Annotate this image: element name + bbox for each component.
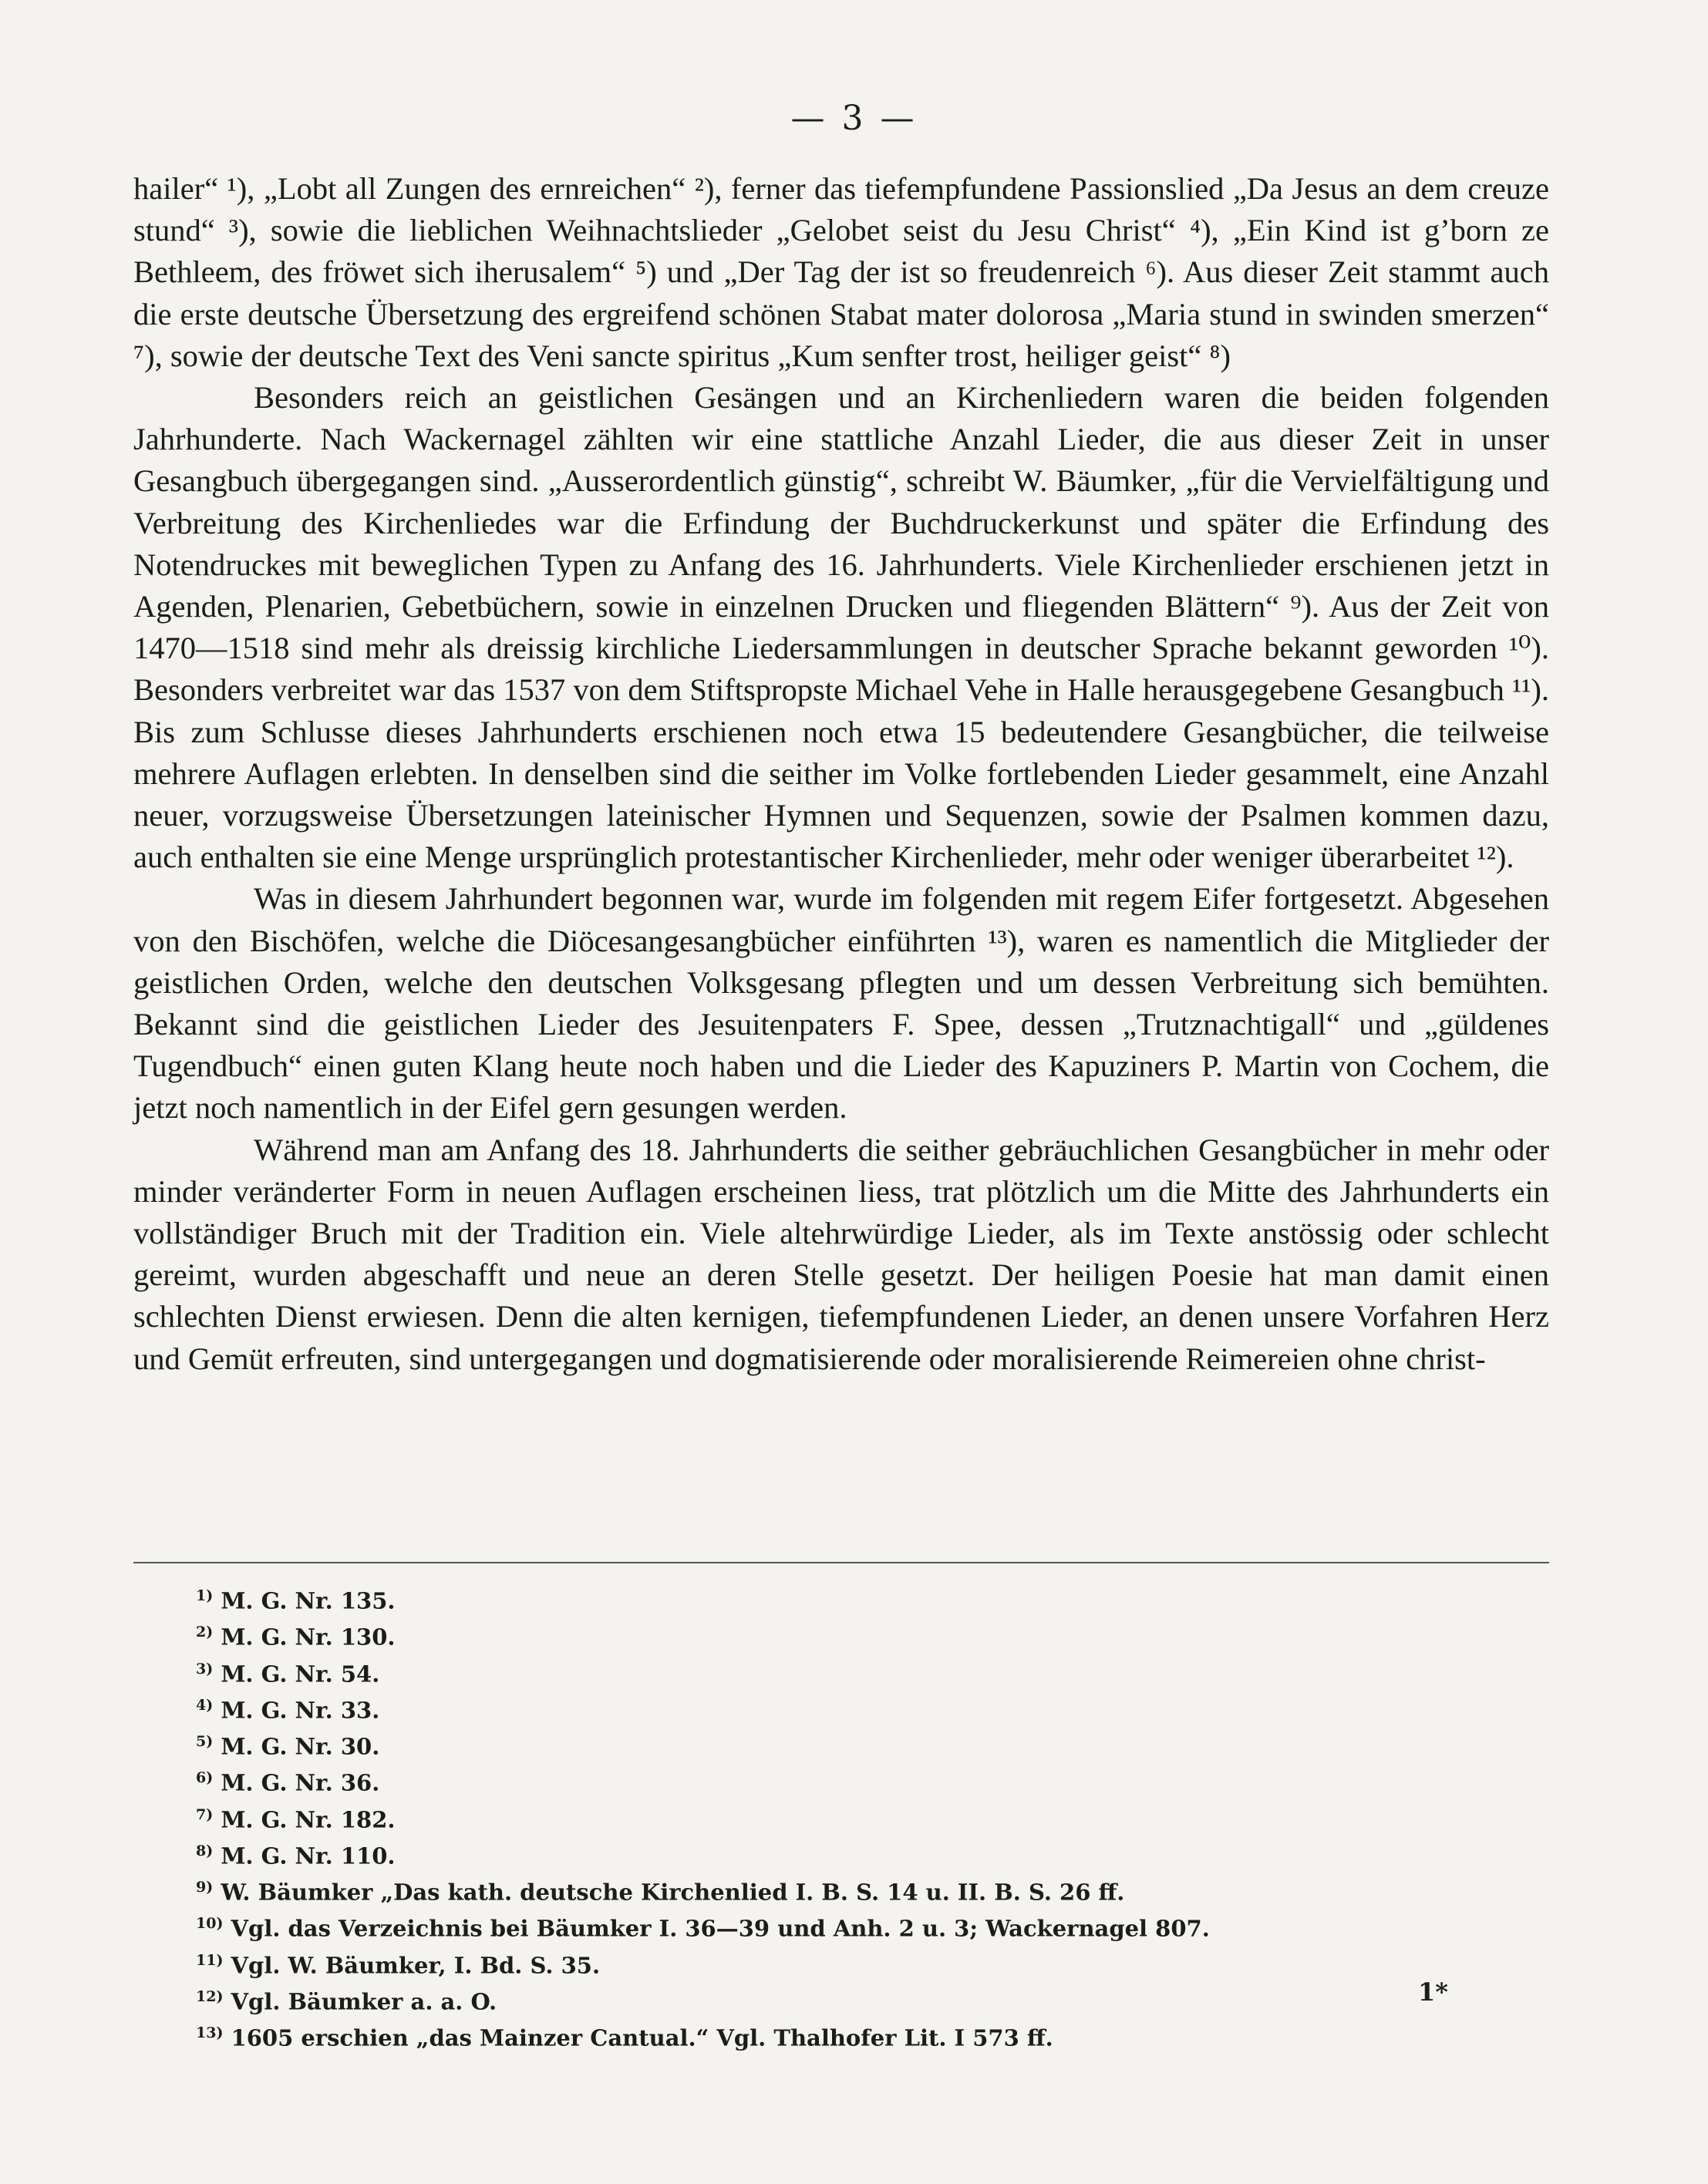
paragraph: Während man am Anfang des 18. Jahrhunderts die seither gebräuchlichen Gesangbücher in mehr oder minder veränderter Form in neuen Auflagen erscheinen liess, trat plötzlich um die Mitte des Jahrhunderts ein vollständiger Bruch mit der Tradition ein. Viele altehrwürdige Lieder, als im Texte anstössig oder schlecht gereimt, wurden abgeschafft und neue an deren Stelle gesetzt. Der heiligen Poesie hat man damit einen schlechten Dienst erwiesen. Denn die alten kernigen, tiefempfundenen Lieder, an denen unsere Vorfahren Herz und Gemüt erfreuten, sind untergegangen und dogmatisierende oder moralisierende Reimereien ohne christ- bbox=[133, 1132, 1549, 1376]
footnote-text: M. G. Nr. 130. bbox=[221, 1624, 396, 1651]
footnote-text: M. G. Nr. 182. bbox=[221, 1806, 396, 1833]
footnote-text: Vgl. Bäumker a. a. O. bbox=[231, 1988, 497, 2015]
footnote-text: M. G. Nr. 135. bbox=[221, 1587, 396, 1614]
footnote bbox=[196, 1799, 1538, 1836]
footnote bbox=[196, 1762, 1538, 1799]
page-number: — 3 — bbox=[790, 99, 918, 138]
signature-mark: 1* bbox=[1418, 1977, 1448, 2007]
footnote bbox=[196, 1945, 1538, 1981]
footnote-mark: 12) bbox=[196, 1987, 224, 2005]
paragraph: hailer“ ¹), „Lobt all Zungen des ernreichen“ ²), ferner das tiefempfundene Passionslied „Da Jesus an dem creuze stund“ ³), sowie die lieblichen Weihnachtslieder „Gelobet seist du Jesu Christ“ ⁴), „Ein Kind ist g’born ze Bethleem, des fröwet sich iherusalem“ ⁵) und „Der Tag der ist so freudenreich ⁶). Aus dieser Zeit stammt auch die erste deutsche Übersetzung des ergreifend schönen Stabat mater dolorosa „Maria stund in swinden smerzen“ ⁷), sowie der deutsche Text des Veni sancte spiritus „Kum senfter trost, heiliger geist“ ⁸) bbox=[133, 171, 1549, 373]
footnote bbox=[196, 1981, 1538, 2017]
footnote-text: M. G. Nr. 30. bbox=[221, 1733, 380, 1760]
footnote-mark: 1) bbox=[196, 1587, 214, 1604]
footnote bbox=[196, 1617, 1538, 1653]
footnote-mark: 4) bbox=[196, 1696, 214, 1714]
footnote-text: M. G. Nr. 54. bbox=[221, 1661, 380, 1688]
footnote bbox=[196, 1836, 1538, 1872]
paragraph: Besonders reich an geistlichen Gesängen und an Kirchenliedern waren die beiden folgenden Jahrhunderte. Nach Wackernagel zählten wir eine stattliche Anzahl Lieder, die aus dieser Zeit in unser Gesangbuch übergegangen sind. „Ausserordentlich günstig“, schreibt W. Bäumker, „für die Vervielfältigung und Verbreitung des Kirchenliedes war die Erfindung der Buchdruckerkunst und später die Erfindung des Notendruckes mit beweglichen Typen zu Anfang des 16. Jahrhunderts. Viele Kirchenlieder erschienen jetzt in Agenden, Plenarien, Gebetbüchern, sowie in einzelnen Drucken und fliegenden Blättern“ ⁹). Aus der Zeit von 1470—1518 sind mehr als dreissig kirchliche Liedersammlungen in deutscher Sprache bekannt geworden ¹⁰). Besonders verbreitet war das 1537 von dem Stiftspropste Michael Vehe in Halle herausgegebene Gesangbuch ¹¹). Bis zum Schlusse dieses Jahrhunderts erschienen noch etwa 15 bedeutendere Gesangbücher, die teilweise mehrere Auflagen erlebten. In denselben sind die seither im Volke fortlebenden Lieder gesammelt, eine Anzahl neuer, vorzugsweise Übersetzungen lateinischer Hymnen und Sequenzen, sowie der Psalmen kommen dazu, auch enthalten sie eine Menge ursprünglich protestantischer Kirchenlieder, mehr oder weniger überarbeitet ¹²). bbox=[133, 380, 1549, 875]
footnote bbox=[196, 1690, 1538, 1726]
footnote-text: M. G. Nr. 36. bbox=[221, 1769, 380, 1796]
footnote-text: 1605 erschien „das Mainzer Cantual.“ Vgl. Thalhofer Lit. I 573 ff. bbox=[231, 2024, 1053, 2051]
footnote-mark: 8) bbox=[196, 1842, 214, 1859]
body-text bbox=[133, 168, 1549, 1380]
footnote bbox=[196, 1580, 1538, 1617]
footnote-mark: 5) bbox=[196, 1733, 214, 1750]
footnote bbox=[196, 1726, 1538, 1762]
footnote-mark: 13) bbox=[196, 2024, 224, 2041]
footnote-mark: 6) bbox=[196, 1769, 214, 1787]
footnote-divider bbox=[133, 1562, 1549, 1563]
footnote-mark: 10) bbox=[196, 1915, 224, 1933]
footnote-text: W. Bäumker „Das kath. deutsche Kirchenlied I. B. S. 14 u. II. B. S. 26 ff. bbox=[221, 1879, 1125, 1906]
footnote-mark: 3) bbox=[196, 1660, 214, 1678]
footnote-mark: 11) bbox=[196, 1951, 224, 1969]
footnote-text: M. G. Nr. 110. bbox=[221, 1842, 396, 1869]
paragraph: Was in diesem Jahrhundert begonnen war, wurde im folgenden mit regem Eifer fortgesetzt. Abgesehen von den Bischöfen, welche die Diöcesangesangbücher einführten ¹³), waren es namentlich die Mitglieder der geistlichen Orden, welche den deutschen Volksgesang pflegten und um dessen Verbreitung sich bemühten. Bekannt sind die geistlichen Lieder des Jesuitenpaters F. Spee, dessen „Trutznachtigall“ und „güldenes Tugendbuch“ einen guten Klang heute noch haben und die Lieder des Kapuziners P. Martin von Cochem, die jetzt noch namentlich in der Eifel gern gesungen werden. bbox=[133, 881, 1549, 1126]
footnotes bbox=[196, 1580, 1538, 2054]
footnote bbox=[196, 1908, 1538, 1944]
footnote-mark: 7) bbox=[196, 1805, 214, 1823]
footnote-text: Vgl. das Verzeichnis bei Bäumker I. 36—39 und Anh. 2 u. 3; Wackernagel 807. bbox=[231, 1915, 1210, 1942]
footnote-mark: 2) bbox=[196, 1624, 214, 1641]
footnote-mark: 9) bbox=[196, 1879, 214, 1896]
footnote bbox=[196, 2017, 1538, 2054]
footnote-text: Vgl. W. Bäumker, I. Bd. S. 35. bbox=[231, 1952, 601, 1979]
footnote bbox=[196, 1872, 1538, 1908]
footnote bbox=[196, 1654, 1538, 1690]
footnote-text: M. G. Nr. 33. bbox=[221, 1697, 380, 1724]
